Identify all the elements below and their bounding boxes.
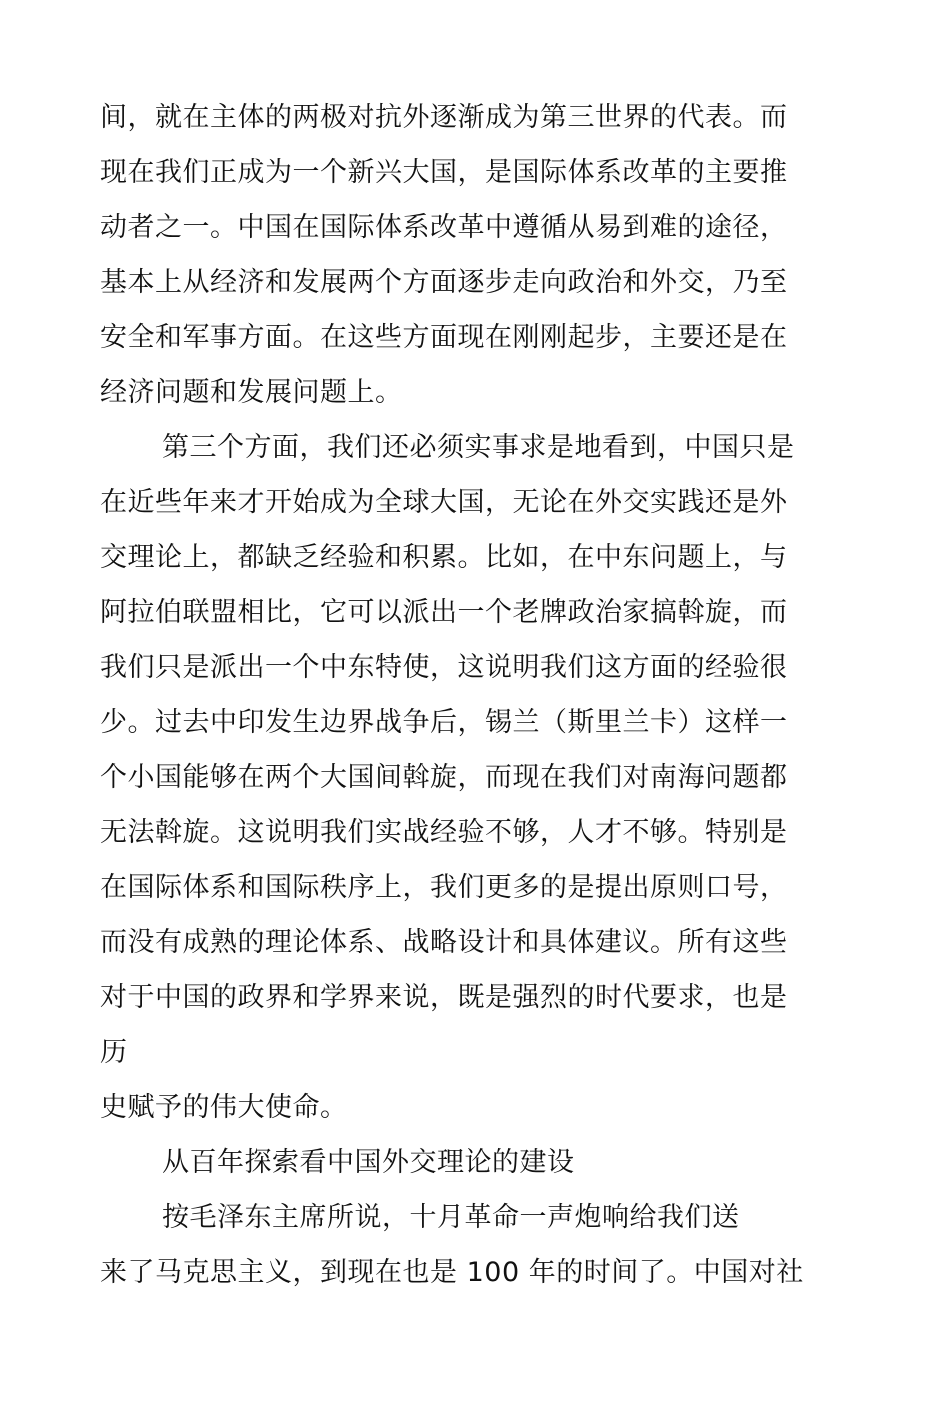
text-line: 而没有成熟的理论体系、战略设计和具体建议。所有这些 (100, 927, 788, 958)
text-line: 从百年探索看中国外交理论的建设 (162, 1147, 575, 1178)
text-line: 经济问题和发展问题上。 (100, 377, 403, 408)
text-line: 动者之一。中国在国际体系改革中遵循从易到难的途径， (100, 212, 788, 243)
text-line: 我们只是派出一个中东特使，这说明我们这方面的经验很 (100, 652, 788, 683)
text-line: 按毛泽东主席所说，十月革命一声炮响给我们送 (162, 1202, 740, 1233)
text-line: 现在我们正成为一个新兴大国，是国际体系改革的主要推 (100, 157, 788, 188)
text-line: 无法斡旋。这说明我们实战经验不够，人才不够。特别是 (100, 817, 788, 848)
body-text (100, 90, 860, 1300)
text-line: 对于中国的政界和学界来说，既是强烈的时代要求，也是 (100, 982, 788, 1013)
text-line: 交理论上，都缺乏经验和积累。比如，在中东问题上，与 (100, 542, 788, 573)
text-line: 少。过去中印发生边界战争后，锡兰（斯里兰卡）这样一 (100, 707, 788, 738)
text-line: 间，就在主体的两极对抗外逐渐成为第三世界的代表。而 (100, 102, 788, 133)
text-line: 安全和军事方面。在这些方面现在刚刚起步，主要还是在 (100, 322, 788, 353)
text-line: 在近些年来才开始成为全球大国，无论在外交实践还是外 (100, 487, 788, 518)
text-line: 基本上从经济和发展两个方面逐步走向政治和外交，乃至 (100, 267, 788, 298)
text-line: 历 (100, 1037, 128, 1068)
text-line: 阿拉伯联盟相比，它可以派出一个老牌政治家搞斡旋，而 (100, 597, 788, 628)
text-line: 第三个方面，我们还必须实事求是地看到，中国只是 (162, 432, 795, 463)
text-line: 在国际体系和国际秩序上，我们更多的是提出原则口号， (100, 872, 788, 903)
text-line: 个小国能够在两个大国间斡旋，而现在我们对南海问题都 (100, 762, 788, 793)
text-line: 来了马克思主义，到现在也是 100 年的时间了。中国对社 (100, 1257, 804, 1288)
text-line: 史赋予的伟大使命。 (100, 1092, 348, 1123)
